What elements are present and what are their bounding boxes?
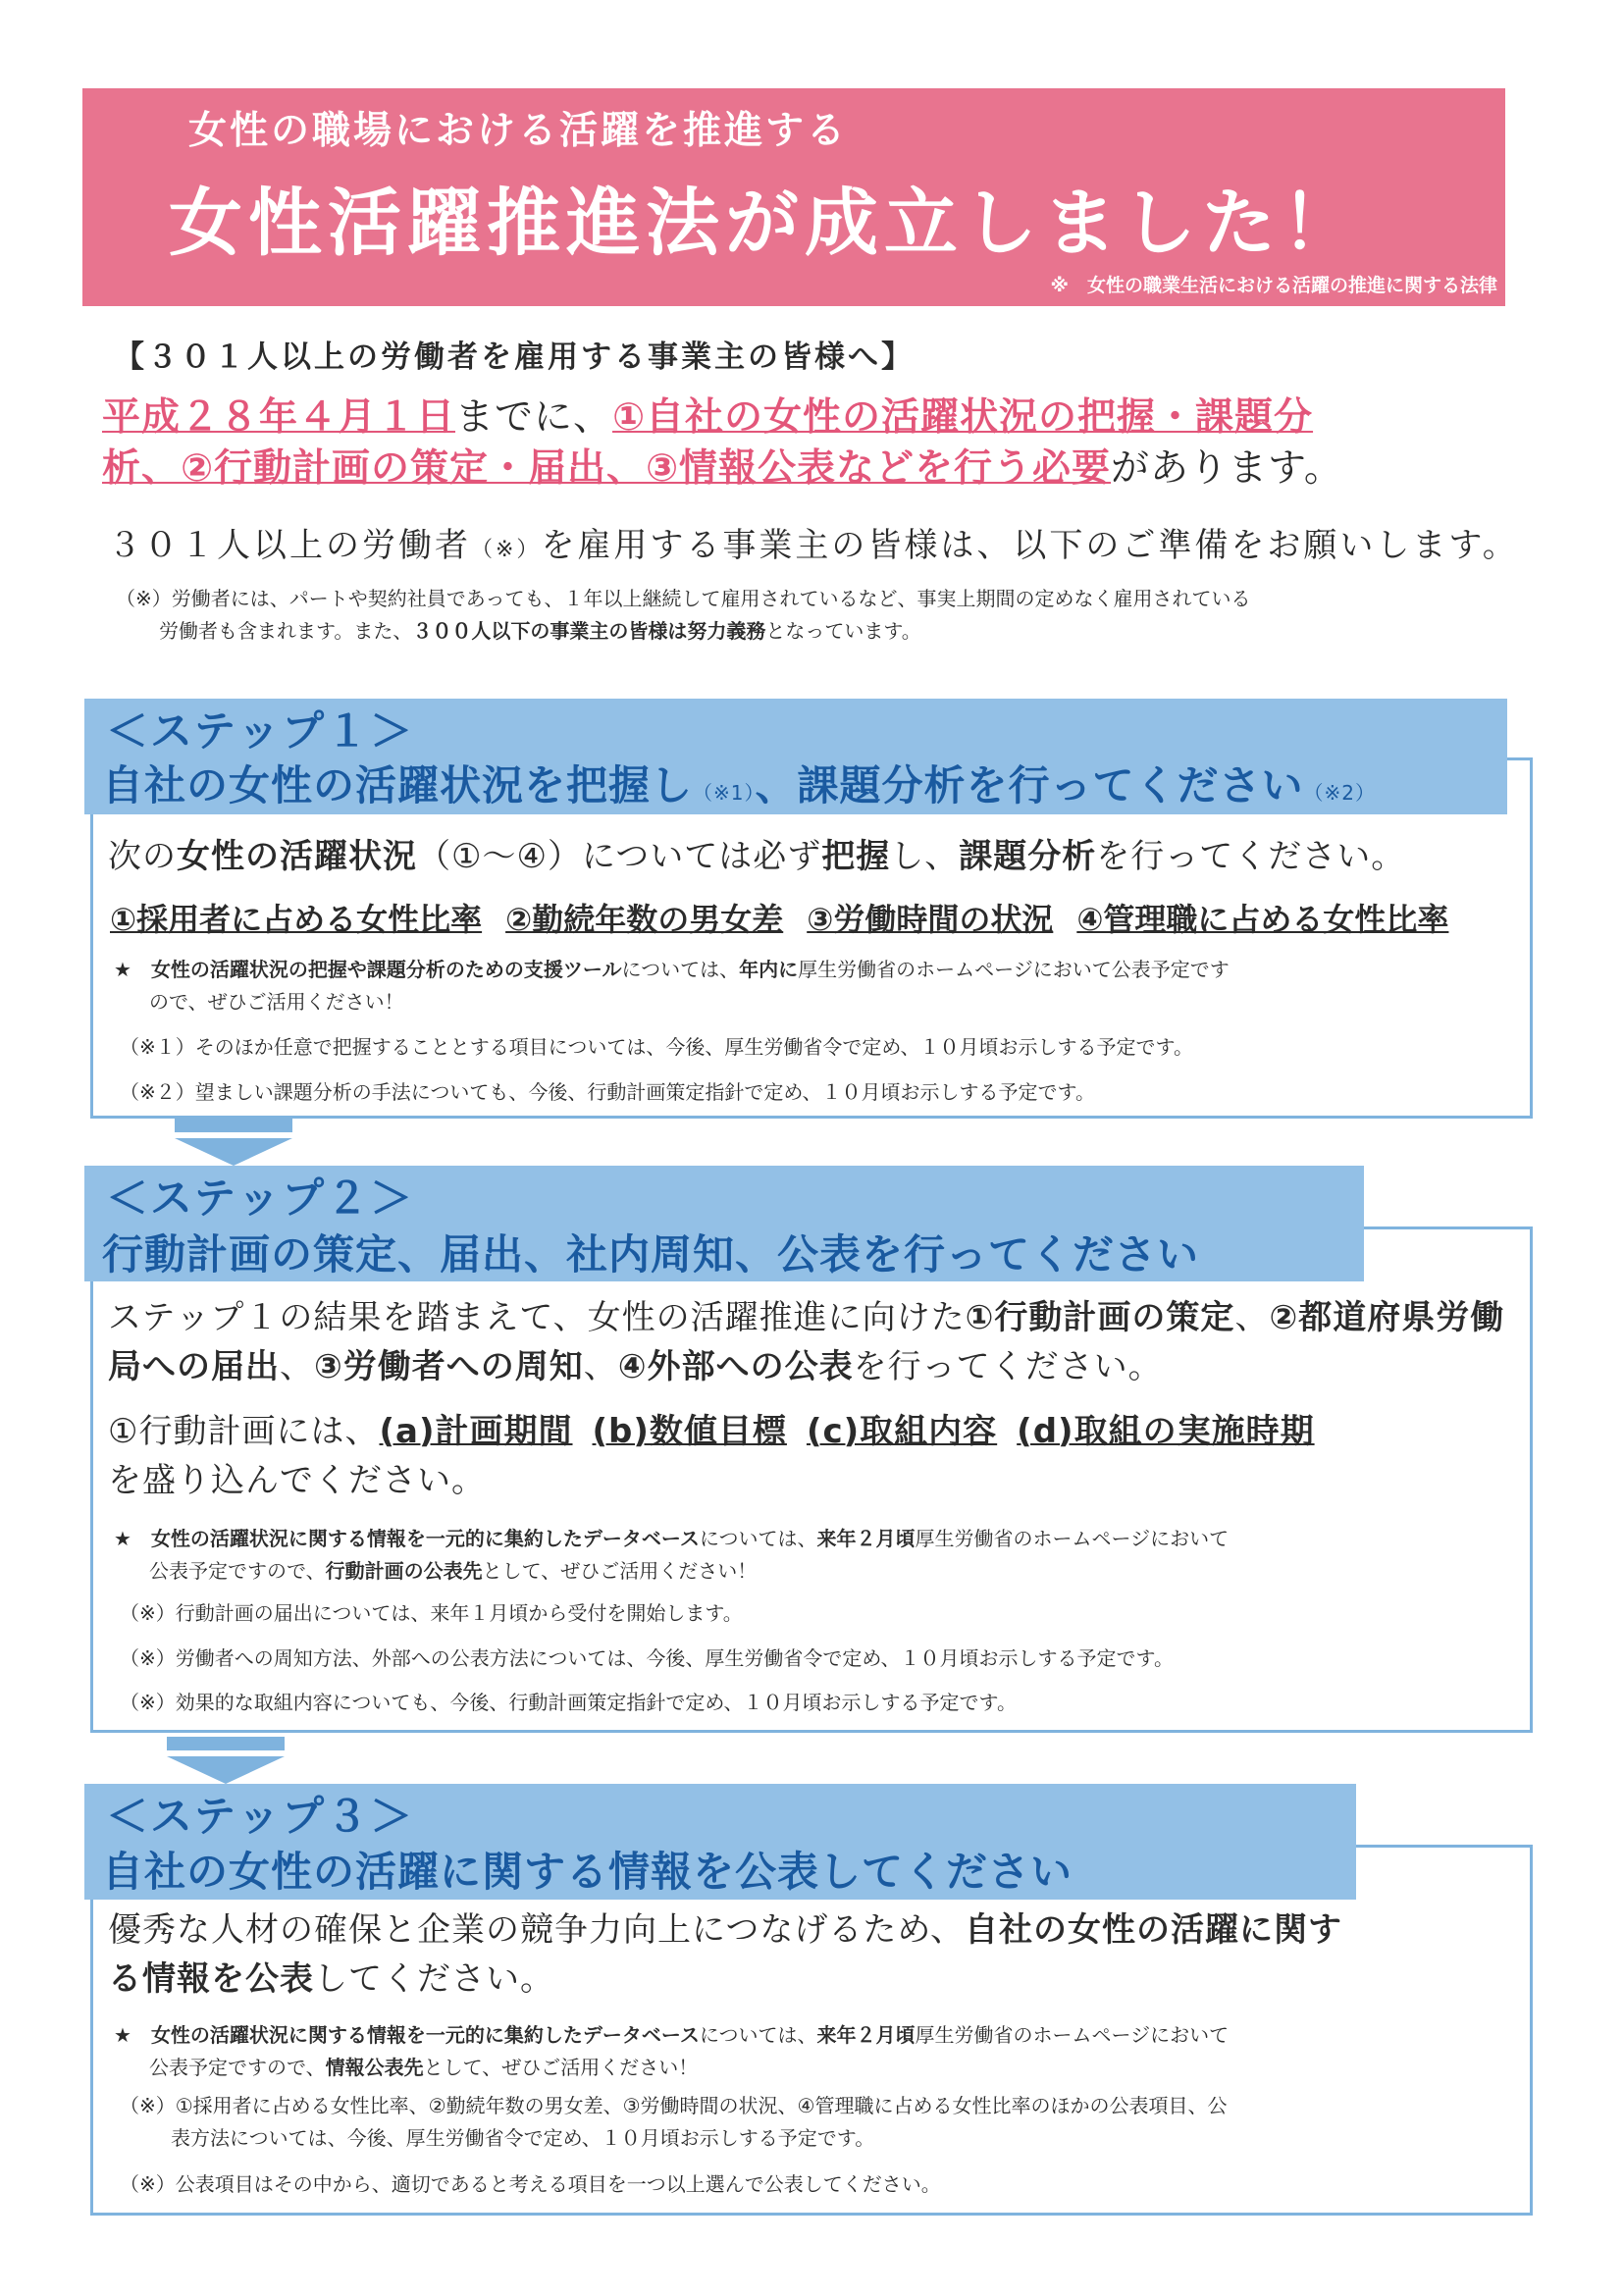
step3-star-note [114,2019,1507,2084]
step2-body-c: 、 [1234,1298,1270,1337]
step2-remark1: （※）行動計画の届出については、来年１月頃から受付を開始します。 [120,1601,743,1625]
step3-body-a: 優秀な人材の確保と企業の競争力向上につなげるため、 [108,1910,965,1950]
note-line2c: となっています。 [765,619,921,643]
step2-star-e: 厚生労働省のホームページにおいて [915,1527,1230,1550]
step2-label: ＜ステップ２＞ [106,1174,415,1224]
step2-body [108,1293,1521,1391]
step1-body-a: 次の [108,837,177,876]
step1-body-e: し、 [890,837,960,876]
step3-star-f: 公表予定ですので、 [149,2056,326,2079]
step2-star-c: については、 [699,1527,817,1550]
step2-body-i: ④外部への公表 [617,1347,854,1386]
step1-star-b: 女性の活躍状況の把握や課題分析のための支援ツール [150,958,622,981]
step3-body-c: る情報を公表 [108,1959,314,1999]
plan-item: (a)計画期間 [379,1412,573,1451]
plan-item: (d)取組の実施時期 [1017,1412,1315,1451]
step2-plan [108,1407,1521,1505]
step2-body-f: 、 [280,1347,314,1386]
step2-body-h: 、 [583,1347,618,1386]
preparation-request [108,518,1519,566]
step3-remark1 [120,2090,1513,2155]
step3-body-b: 自社の女性の活躍に関す [964,1910,1342,1950]
step3-remark1b: 表方法については、今後、厚生労働省令で定め、１０月頃お示しする予定です。 [171,2126,875,2150]
step2-star-b: 女性の活躍状況に関する情報を一元的に集約したデータベース [150,1527,700,1550]
law-note: ※ 女性の職業生活における活躍の推進に関する法律 [1050,275,1497,296]
step2-star-h: として、ぜひご活用ください！ [482,1559,758,1583]
step2-body-j: を行ってください。 [853,1347,1163,1386]
deadline-req1: ①自社の女性の活躍状況の把握・課題分 [612,395,1314,440]
step1-body-b: 女性の活躍状況 [177,837,417,876]
step1-item: ②勤続年数の男女差 [505,901,784,938]
step2-star-d: 来年２月頃 [816,1527,916,1550]
step2-title: 行動計画の策定、届出、社内周知、公表を行ってください [102,1230,1200,1278]
step1-remark1: （※１）そのほか任意で把握することとする項目については、今後、厚生労働省令で定め、１０月頃お示しする予定です。 [120,1035,1193,1059]
step1-body [108,829,1405,877]
step1-body-g: を行ってください。 [1096,837,1406,876]
arrow-bar [167,1737,285,1750]
step1-body-f: 課題分析 [959,837,1097,876]
deadline-tail: があります。 [1111,446,1343,491]
step1-item: ①採用者に占める女性比率 [110,901,483,938]
step2-body-d: ②都 [1269,1298,1334,1337]
step1-title-mark2: （※2） [1303,781,1376,805]
title-banner [82,88,1505,306]
plan-item: (b)数値目標 [592,1412,787,1451]
step3-body [108,1905,1521,2004]
step1-title [102,754,1376,812]
step2-star-f: 公表予定ですので、 [149,1559,326,1583]
note-line2 [116,615,1529,648]
plan-item: (c)取組内容 [806,1412,998,1451]
prep-text1: ３０１人以上の労働者 [108,526,471,565]
step1-star-d: 年内に [739,958,799,981]
note-line2a: 労働者も含まれます。また、 [159,619,413,643]
step1-remark2: （※２）望ましい課題分析の手法についても、今後、行動計画策定指針で定め、１０月頃お示しする予定です。 [120,1080,1095,1104]
deadline-req2: 析、②行動計画の策定・届出、③情報公表などを行う必要 [102,446,1112,491]
step3-body-d: してください。 [314,1959,554,1999]
down-arrow-icon [175,1138,292,1166]
step3-star-e: 厚生労働省のホームページにおいて [915,2023,1230,2047]
step1-star-a: ★ [114,958,151,981]
audience-heading: 【３０１人以上の労働者を雇用する事業主の皆様へ】 [114,339,915,375]
step2-body-e: 道府県労働局への届出 [108,1298,1505,1386]
note-line1: （※）労働者には、パートや契約社員であっても、１年以上継続して雇用されているなど、事実上期間の定めなく雇用されている [116,587,1251,610]
step2-plan-b: を盛り込んでください。 [108,1461,486,1500]
prep-mark: （※） [471,538,542,562]
step3-star-c: については、 [699,2023,817,2047]
step1-title-b: 、課題分析を行ってください [755,761,1304,809]
banner-title: 女性活躍推進法が成立しました！ [169,180,1362,266]
step1-item: ③労働時間の状況 [807,901,1054,938]
step3-star-b: 女性の活躍状況に関する情報を一元的に集約したデータベース [150,2023,700,2047]
step3-star-g: 情報公表先 [325,2056,424,2079]
step2-remark3: （※）効果的な取組内容についても、今後、行動計画策定指針で定め、１０月頃お示しする予定です。 [120,1691,1017,1714]
step1-item: ④管理職に占める女性比率 [1076,901,1449,938]
step3-title: 自社の女性の活躍に関する情報を公表してください [102,1848,1073,1896]
step1-title-mark1: （※1） [693,781,756,805]
step1-star-c: については、 [621,958,740,981]
step2-star-g: 行動計画の公表先 [325,1559,483,1583]
step2-plan-a: ①行動計画には、 [108,1412,380,1451]
step2-remark2: （※）労働者への周知方法、外部への公表方法については、今後、厚生労働省令で定め、１０月頃お示しする予定です。 [120,1646,1174,1670]
deadline-part1: までに、 [455,395,613,440]
down-arrow-icon [167,1756,285,1784]
note-effort: ３００人以下の事業主の皆様は努力義務 [412,619,766,643]
step1-title-a: 自社の女性の活躍状況を把握し [102,761,694,809]
step1-items [110,895,1472,940]
worker-note [116,583,1529,648]
step2-body-g: ③労働者への周知 [314,1347,584,1386]
step1-label: ＜ステップ１＞ [106,707,415,757]
step1-star-f: ので、ぜひご活用ください！ [149,990,404,1014]
step3-remark1a: （※）①採用者に占める女性比率、②勤続年数の男女差、③労働時間の状況、④管理職に占める女性比率のほかの公表項目、公 [120,2094,1228,2117]
step2-body-b: ①行動計画の策定 [965,1298,1235,1337]
step1-body-d: 把握 [821,837,891,876]
deadline-date: 平成２８年４月１日 [102,395,456,440]
step3-remark2: （※）公表項目はその中から、適切であると考える項目を一つ以上選んで公表してください。 [120,2172,941,2196]
step2-body-a: ステップ１の結果を踏まえて、女性の活躍推進に向けた [108,1298,966,1337]
step2-star-note [114,1523,1507,1588]
step3-star-h: として、ぜひご活用ください！ [423,2056,699,2079]
prep-text2: を雇用する事業主の皆様は、以下のご準備をお願いします。 [541,526,1519,565]
step1-star-note [114,954,1507,1018]
step1-star-e: 厚生労働省のホームページにおいて公表予定です [798,958,1230,981]
step2-star-a: ★ [114,1527,151,1550]
step3-label: ＜ステップ３＞ [106,1793,415,1842]
step3-star-a: ★ [114,2023,151,2047]
deadline-paragraph [102,392,1525,495]
step3-star-d: 来年２月頃 [816,2023,916,2047]
step1-body-c: （①～④）については必ず [417,837,822,876]
arrow-bar [175,1119,292,1132]
banner-subtitle: 女性の職場における活躍を推進する [188,109,849,153]
